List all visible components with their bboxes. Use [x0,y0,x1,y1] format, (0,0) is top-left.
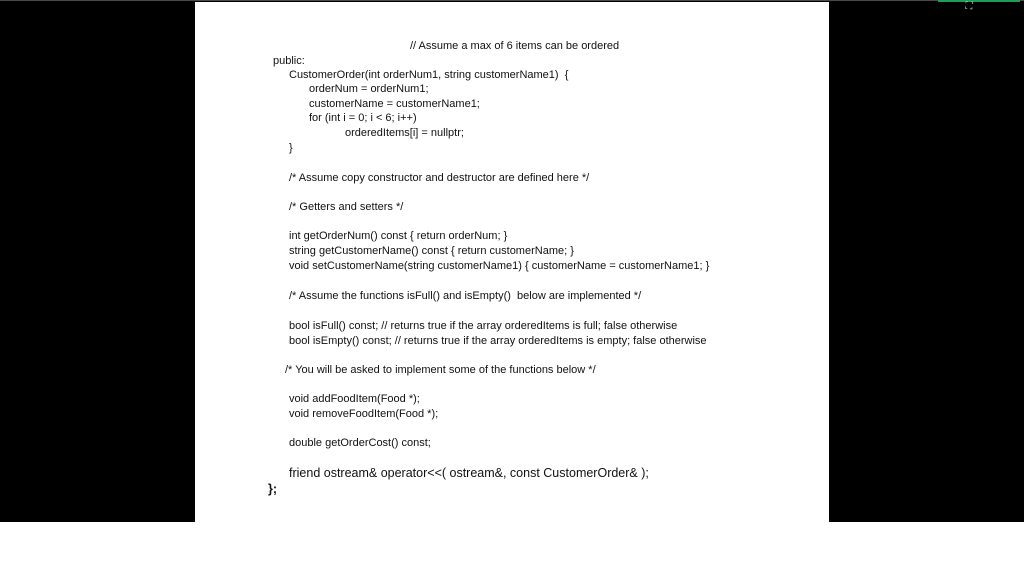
code-line-class-end: }; [268,482,278,496]
expand-icon[interactable]: ⛶ [965,1,973,12]
code-line-add-fooditem: void addFoodItem(Food *); [289,393,420,405]
code-line-close-brace: } [289,142,293,154]
code-line-get-ordernum: int getOrderNum() const { return orderNum; } [289,230,508,242]
code-line-isempty: bool isEmpty() const; // returns true if the array orderedItems is empty; false otherwise [289,335,707,347]
code-line-comment-copy: /* Assume copy constructor and destructor are defined here */ [289,172,590,184]
code-line-isfull: bool isFull() const; // returns true if the array orderedItems is full; false otherwise [289,320,678,332]
slide-canvas [195,2,829,522]
code-line-set-customername: void setCustomerName(string customerName1) { customerName = customerName1; } [289,260,710,272]
bottom-blank-area [0,522,1024,576]
code-line-comment-getters: /* Getters and setters */ [289,201,404,213]
code-line-comment-max: // Assume a max of 6 items can be ordered [410,40,620,52]
code-line-for-loop: for (int i = 0; i < 6; i++) [309,112,417,124]
code-line-get-ordercost: double getOrderCost() const; [289,437,431,449]
code-line-friend-operator: friend ostream& operator<<( ostream&, const CustomerOrder& ); [289,466,649,480]
code-line-customername-assign: customerName = customerName1; [309,98,480,110]
code-line-get-customername: string getCustomerName() const { return customerName; } [289,245,574,257]
code-line-constructor: CustomerOrder(int orderNum1, string customerName1) { [289,69,569,81]
code-line-ordernum-assign: orderNum = orderNum1; [309,83,429,95]
progress-accent [938,0,1020,2]
code-line-null-init: orderedItems[i] = nullptr; [345,127,464,139]
code-line-public: public: [273,55,305,67]
top-border [0,0,1024,1]
code-line-comment-implement: /* You will be asked to implement some of the functions below */ [285,364,596,376]
code-line-remove-fooditem: void removeFoodItem(Food *); [289,408,439,420]
code-line-comment-isfull: /* Assume the functions isFull() and isEmpty() below are implemented */ [289,290,642,302]
